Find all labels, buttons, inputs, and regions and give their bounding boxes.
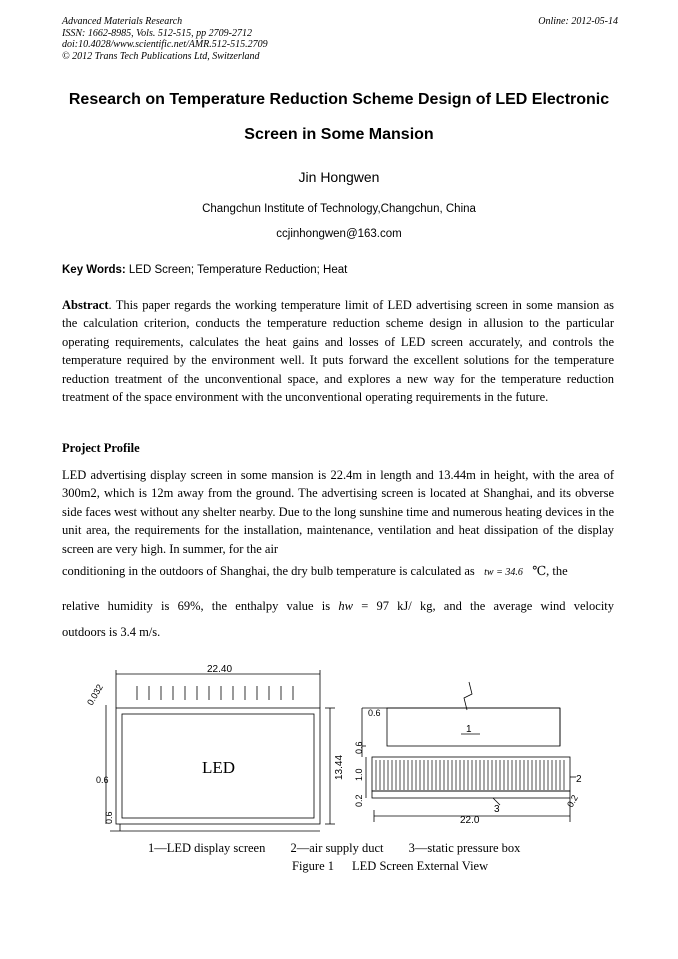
equation-temperature: tw = 34.6 xyxy=(484,567,523,578)
profile-text-a-end: ℃, the xyxy=(532,564,568,578)
profile-line-temp xyxy=(62,563,614,579)
affiliation: Changchun Institute of Technology,Changchun, China xyxy=(202,203,476,215)
profile-line-wind: outdoors is 3.4 m/s. xyxy=(62,625,161,639)
vent-arrows xyxy=(137,686,293,700)
right-label-b: 0.6 xyxy=(354,741,364,754)
right-label-d: 0.2 xyxy=(354,794,364,807)
keywords-text: LED Screen; Temperature Reduction; Heat xyxy=(125,264,348,276)
left-diagram xyxy=(106,670,335,831)
led-label: LED xyxy=(202,758,236,777)
legend-item-2: 2—air supply duct xyxy=(290,841,384,855)
abstract-text: . This paper regards the working temperature limit of LED advertising screen in some mansion as the calculation criterion, conducts the temperature reduction scheme design in allusion to the particular operating requirements, calculates the heat gains and losses of LED screen accurately, and controls the temperature required by the environment well. It puts forward the excellent solutions for the temperature reduction treatment of the unconventional space, and explores a new way for the temperature reduction treatment of the space environment with the unconventional operating requirements in the future. xyxy=(62,298,614,405)
running-header xyxy=(62,16,618,62)
figure-caption xyxy=(292,859,488,874)
equation-enthalpy: hw xyxy=(338,599,353,613)
legend-item-3: 3—static pressure box xyxy=(408,841,521,855)
keywords-label: Key Words: xyxy=(62,264,126,276)
inner-upper-box xyxy=(387,708,560,746)
paper-title-line1: Research on Temperature Reduction Scheme Design of LED Electronic xyxy=(68,91,610,108)
duct-hatching xyxy=(376,760,564,790)
legend-item-1: 1—LED display screen xyxy=(148,841,266,855)
break-symbol xyxy=(464,682,472,710)
paper-title-line2: Screen in Some Mansion xyxy=(244,126,434,143)
profile-text-b: relative humidity is 69%, the enthalpy value is xyxy=(62,599,331,613)
keywords xyxy=(62,264,347,276)
author: Jin Hongwen xyxy=(298,169,380,185)
profile-paragraph: LED advertising display screen in some mansion is 22.4m in length and 13.44m in height, with the area of 300m2, which is 12m away from the ground. The advertising screen is located at Shanghai, and its obverse side faces west without any shelter nearby. Due to the long sunshine time and numerous heating devices in the unit area, the requirements for the installation, maintenance, ventilation and heat dissipation of the display screen are very high. In summer, for the air xyxy=(62,468,614,556)
profile-text-a: conditioning in the outdoors of Shanghai, the dry bulb temperature is calculated as xyxy=(62,564,475,578)
static-pressure-box xyxy=(372,791,570,798)
email: ccjinhongwen@163.com xyxy=(276,228,402,240)
marker-2: 2 xyxy=(576,774,582,785)
section-heading: Project Profile xyxy=(62,441,140,455)
right-label-e: 0.2 xyxy=(565,793,580,809)
abstract xyxy=(62,296,614,406)
marker-3: 3 xyxy=(494,804,500,815)
dim-width-label: 22.40 xyxy=(207,664,233,675)
figure-legend xyxy=(148,841,542,856)
right-diagram xyxy=(362,682,576,822)
profile-text-b-end: = 97 kJ/ kg, and the average wind velocity xyxy=(361,599,615,613)
journal-name: Advanced Materials Research xyxy=(62,16,183,27)
dim-height-label: 13.44 xyxy=(334,754,345,780)
dim-bottom-label: 0.6 xyxy=(104,811,114,824)
dim-side-label: 0.6 xyxy=(96,775,109,785)
profile-line-enthalpy xyxy=(62,599,614,614)
abstract-label: Abstract xyxy=(62,298,109,312)
issn: ISSN: 1662-8985, Vols. 512-515, pp 2709-2712 xyxy=(62,27,252,39)
figure-led-screen-diagram xyxy=(80,660,600,840)
figure-number: Figure 1 xyxy=(292,859,335,873)
dim-top-label: 0.032 xyxy=(85,682,105,707)
copyright: © 2012 Trans Tech Publications Ltd, Switzerland xyxy=(62,50,260,62)
right-label-a: 0.6 xyxy=(368,708,381,718)
marker-1: 1 xyxy=(466,724,472,735)
right-width-label: 22.0 xyxy=(460,815,480,826)
figure-caption-text: LED Screen External View xyxy=(352,859,489,873)
online-date: Online: 2012-05-14 xyxy=(538,16,618,27)
doi: doi:10.4028/www.scientific.net/AMR.512-515.2709 xyxy=(62,39,268,50)
right-label-c: 1.0 xyxy=(354,768,364,781)
